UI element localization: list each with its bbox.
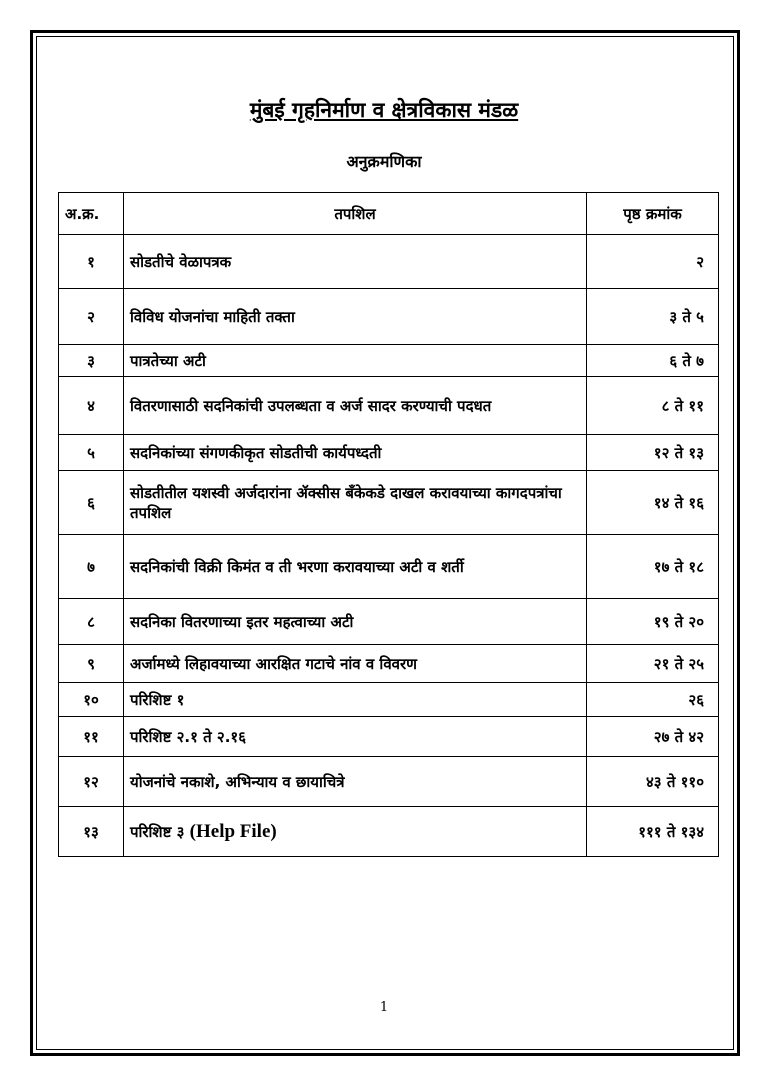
row-serial-number: ७ bbox=[59, 535, 124, 599]
table-row bbox=[59, 645, 719, 683]
row-page-range: २७ ते ४२ bbox=[587, 717, 719, 757]
header-serial-number: अ.क्र. bbox=[59, 193, 124, 235]
page-number: 1 bbox=[379, 1000, 389, 1015]
row-page-range: ८ ते ११ bbox=[587, 377, 719, 435]
row-details: सोडतीचे वेळापत्रक bbox=[124, 235, 587, 289]
row-page-range: ४३ ते ११० bbox=[587, 757, 719, 807]
table-row bbox=[59, 683, 719, 717]
header-details: तपशिल bbox=[124, 193, 587, 235]
table-row bbox=[59, 807, 719, 857]
table-row bbox=[59, 289, 719, 345]
document-title: मुंबई गृहनिर्माण व क्षेत्रविकास मंडळ bbox=[249, 98, 519, 122]
row-details: सदनिकांच्या संगणकीकृत सोडतीची कार्यपध्दती bbox=[124, 435, 587, 471]
row-serial-number: १२ bbox=[59, 757, 124, 807]
row-details-text: परिशिष्ट ३ bbox=[130, 822, 185, 841]
row-serial-number: ५ bbox=[59, 435, 124, 471]
row-serial-number: ३ bbox=[59, 345, 124, 377]
row-page-range: १७ ते १८ bbox=[587, 535, 719, 599]
row-serial-number: ६ bbox=[59, 471, 124, 535]
table-row bbox=[59, 377, 719, 435]
table-row bbox=[59, 757, 719, 807]
toc-table bbox=[58, 192, 719, 857]
row-serial-number: ८ bbox=[59, 599, 124, 645]
row-page-range: २ bbox=[587, 235, 719, 289]
header-page-number: पृष्ठ क्रमांक bbox=[587, 193, 719, 235]
row-details: पात्रतेच्या अटी bbox=[124, 345, 587, 377]
row-serial-number: १० bbox=[59, 683, 124, 717]
row-details: योजनांचे नकाशे, अभिन्याय व छायाचित्रे bbox=[124, 757, 587, 807]
table-header-row bbox=[59, 193, 719, 235]
row-details: विविध योजनांचा माहिती तक्ता bbox=[124, 289, 587, 345]
table-row bbox=[59, 471, 719, 535]
row-page-range: २६ bbox=[587, 683, 719, 717]
row-page-range: १९ ते २० bbox=[587, 599, 719, 645]
row-page-range: २१ ते २५ bbox=[587, 645, 719, 683]
table-row bbox=[59, 435, 719, 471]
row-details: सदनिका वितरणाच्या इतर महत्वाच्या अटी bbox=[124, 599, 587, 645]
help-file-label: (Help File) bbox=[189, 820, 277, 842]
row-details: सोडतीतील यशस्वी अर्जदारांना ॲक्सीस बँकेकडे दाखल करावयाच्या कागदपत्रांचा तपशिल bbox=[124, 471, 587, 535]
row-serial-number: ११ bbox=[59, 717, 124, 757]
row-details: सदनिकांची विक्री किमंत व ती भरणा करावयाच्या अटी व शर्ती bbox=[124, 535, 587, 599]
row-details bbox=[124, 807, 587, 857]
row-serial-number: २ bbox=[59, 289, 124, 345]
table-row bbox=[59, 599, 719, 645]
row-page-range: १११ ते १३४ bbox=[587, 807, 719, 857]
table-row bbox=[59, 235, 719, 289]
row-page-range: ६ ते ७ bbox=[587, 345, 719, 377]
table-row bbox=[59, 717, 719, 757]
row-details: वितरणासाठी सदनिकांची उपलब्धता व अर्ज सादर करण्याची पदधत bbox=[124, 377, 587, 435]
row-serial-number: ९ bbox=[59, 645, 124, 683]
row-serial-number: १ bbox=[59, 235, 124, 289]
table-row bbox=[59, 535, 719, 599]
document-subtitle: अनुक्रमणिका bbox=[346, 152, 422, 171]
row-details: अर्जामध्ये लिहावयाच्या आरक्षित गटाचे नांव व विवरण bbox=[124, 645, 587, 683]
row-serial-number: ४ bbox=[59, 377, 124, 435]
row-details: परिशिष्ट २.१ ते २.१६ bbox=[124, 717, 587, 757]
row-page-range: १२ ते १३ bbox=[587, 435, 719, 471]
row-page-range: १४ ते १६ bbox=[587, 471, 719, 535]
row-details: परिशिष्ट १ bbox=[124, 683, 587, 717]
row-page-range: ३ ते ५ bbox=[587, 289, 719, 345]
table-row bbox=[59, 345, 719, 377]
row-serial-number: १३ bbox=[59, 807, 124, 857]
